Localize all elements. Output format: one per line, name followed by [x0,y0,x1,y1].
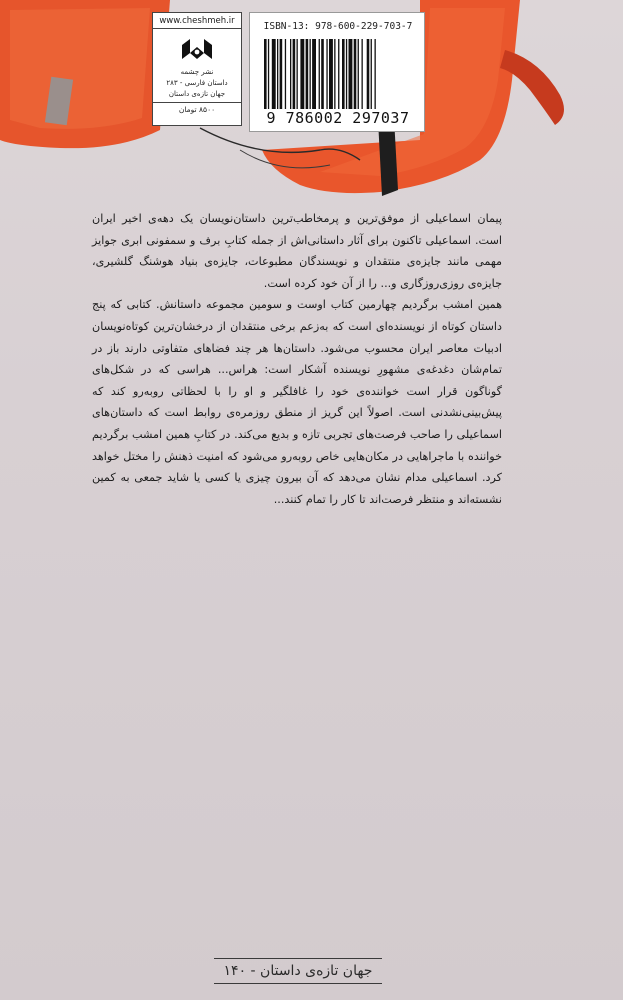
publisher-box [152,12,242,126]
publisher-line: نشر چشمه [180,68,214,76]
blurb-paragraph: پیمان اسماعیلی از موفق‌ترین و پرمخاطب‌ترین داستان‌نویسان یک دهه‌ی اخیر ایران است. اسماعیلی تاکنون برای آثار داستانی‌اش از جمله کتابِ برف و سمفونی ابری جوایز مهمی مانند جایزه‌ی منتقدان و نویسندگان مطبوعات، جایزه‌ی بنیاد هوشنگ گلشیری، جایزه‌ی روزی‌روزگاری و... را از آن خود کرده است. [92,212,502,290]
publisher-website: www.cheshmeh.ir [153,13,241,29]
publisher-line: داستان فارسی - ۲۸۳ [166,79,228,87]
book-blurb [92,208,502,510]
barcode-bars [264,39,414,109]
cheshmeh-logo-icon [180,37,214,61]
publisher-line: جهان تازه‌ی داستان [168,90,226,98]
isbn-label: ISBN-13: 978-600-229-703-7 [263,21,413,32]
book-price: ۸۵۰۰ تومان [153,102,241,116]
barcode-number: 9 786002 297037 [266,109,410,127]
series-label: جهان تازه‌ی داستان - ۱۴۰ [214,958,382,984]
barcode-box [249,12,425,132]
blurb-paragraph: همین امشب برگردیم چهارمین کتاب اوست و سومین مجموعه داستانش. کتابی که پنج داستان کوتاه از نویسنده‌ای است که به‌زعم برخی منتقدان از درخشان‌ترین کوتاه‌نویسان ادبیات معاصر ایران محسوب می‌شود. داستان‌ها هر چند فضاهای متفاوتی دارند باز در تمام‌شان دغدغه‌ی مشهورِ نویسنده آشکار است: هراس... هراسی که در شکل‌های گوناگون قرار است خواننده‌ی خود را غافلگیر و او را با لحظاتی روبه‌رو کند که پیش‌بینی‌نشدنی است. اصولاً این گریز از منطق روزمره‌ی روابط است که داستان‌های اسماعیلی را صاحب فرصت‌های تجربی تازه و بدیع می‌کند. در کتابِ همین امشب برگردیم خواننده با ماجراهایی در مکان‌هایی خاص روبه‌رو می‌شود که امنیت ذهنش را مختل خواهد کرد. اسماعیلی مدام نشان می‌دهد که آن بیرون چیزی یا کسی یا شاید جمعی به کمین نشسته‌اند و منتظر فرصت‌اند تا کار را تمام کنند... [92,298,502,506]
